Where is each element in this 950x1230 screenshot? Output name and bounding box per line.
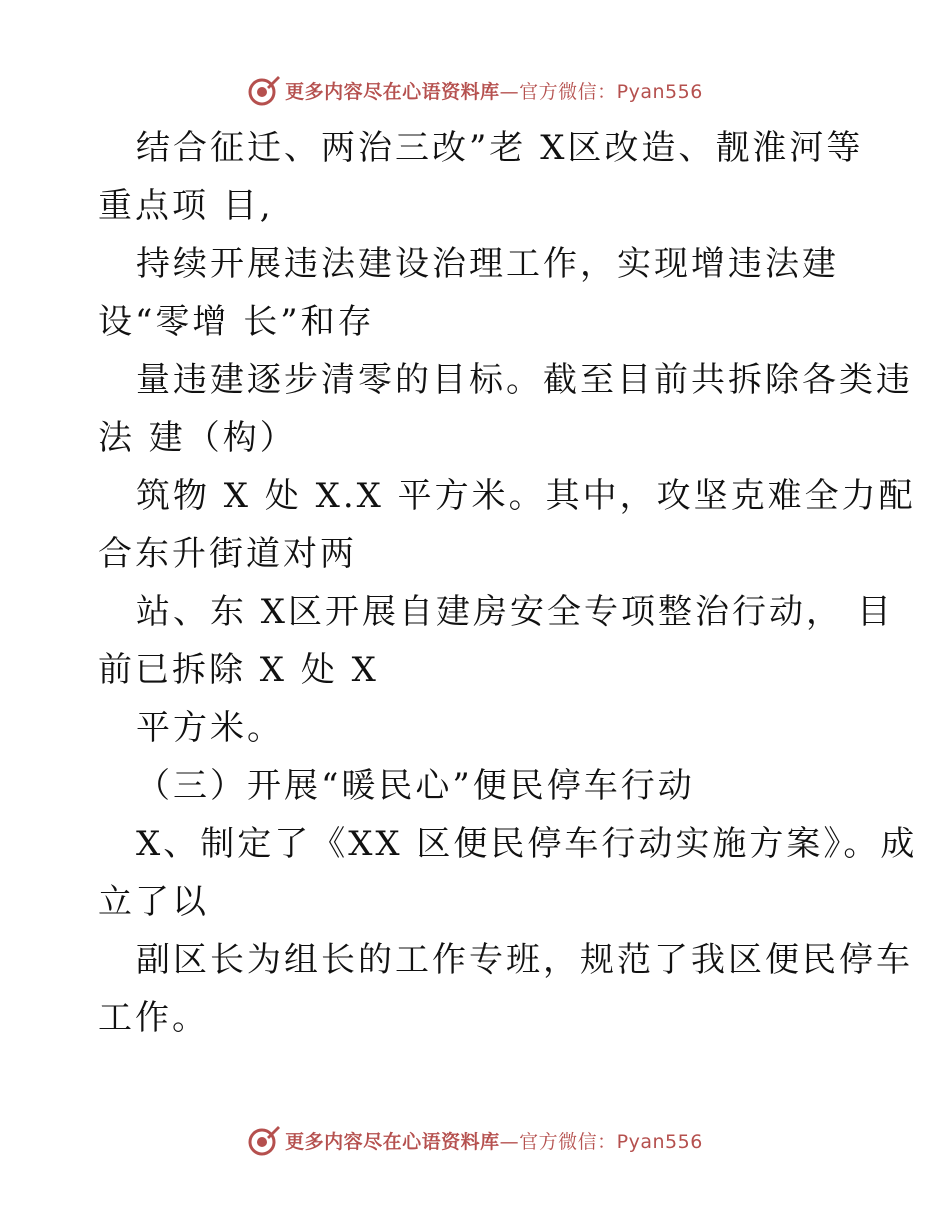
header-separator: —	[499, 80, 520, 103]
body-line: 站、东 X区开展自建房安全专项整治行动， 目	[136, 592, 894, 632]
footer-site-text: 更多内容尽在心语资料库	[285, 1130, 500, 1153]
header-banner-text	[285, 77, 703, 104]
footer-banner	[0, 1120, 950, 1160]
header-banner	[0, 70, 950, 110]
body-line: 设“零增 长”和存	[98, 302, 375, 342]
body-line: 前已拆除 X 处 X	[98, 650, 379, 690]
pen-seal-icon	[247, 73, 281, 107]
body-line: 立了以	[98, 882, 209, 922]
body-line: 平方米。	[136, 708, 284, 748]
footer-banner-text	[285, 1127, 703, 1154]
body-line: 结合征迁、两治三改”老 X区改造、靓淮河等	[136, 128, 864, 168]
body-line: 法 建（构）	[98, 418, 297, 458]
pen-seal-icon	[247, 1123, 281, 1157]
footer-wechat-text: 官方微信：Pyan556	[519, 1130, 703, 1153]
body-line: 重点项 目,	[98, 186, 274, 226]
body-line: X、制定了《XX 区便民停车行动实施方案》。成	[136, 824, 918, 864]
body-line: 筑物 X 处 X.X 平方米。其中，攻坚克难全力配	[136, 476, 916, 516]
body-line: 合东升街道对两	[98, 534, 357, 574]
section-heading: （三）开展“暖民心”便民停车行动	[136, 766, 695, 806]
body-line: 工作。	[98, 998, 209, 1038]
body-line: 量违建逐步清零的目标。截至目前共拆除各类违	[136, 360, 913, 400]
header-wechat-text: 官方微信：Pyan556	[519, 80, 703, 103]
header-site-text: 更多内容尽在心语资料库	[285, 80, 500, 103]
body-line: 持续开展违法建设治理工作，实现增违法建	[136, 244, 839, 284]
body-line: 副区长为组长的工作专班，规范了我区便民停车	[136, 940, 913, 980]
footer-separator: —	[499, 1130, 520, 1153]
